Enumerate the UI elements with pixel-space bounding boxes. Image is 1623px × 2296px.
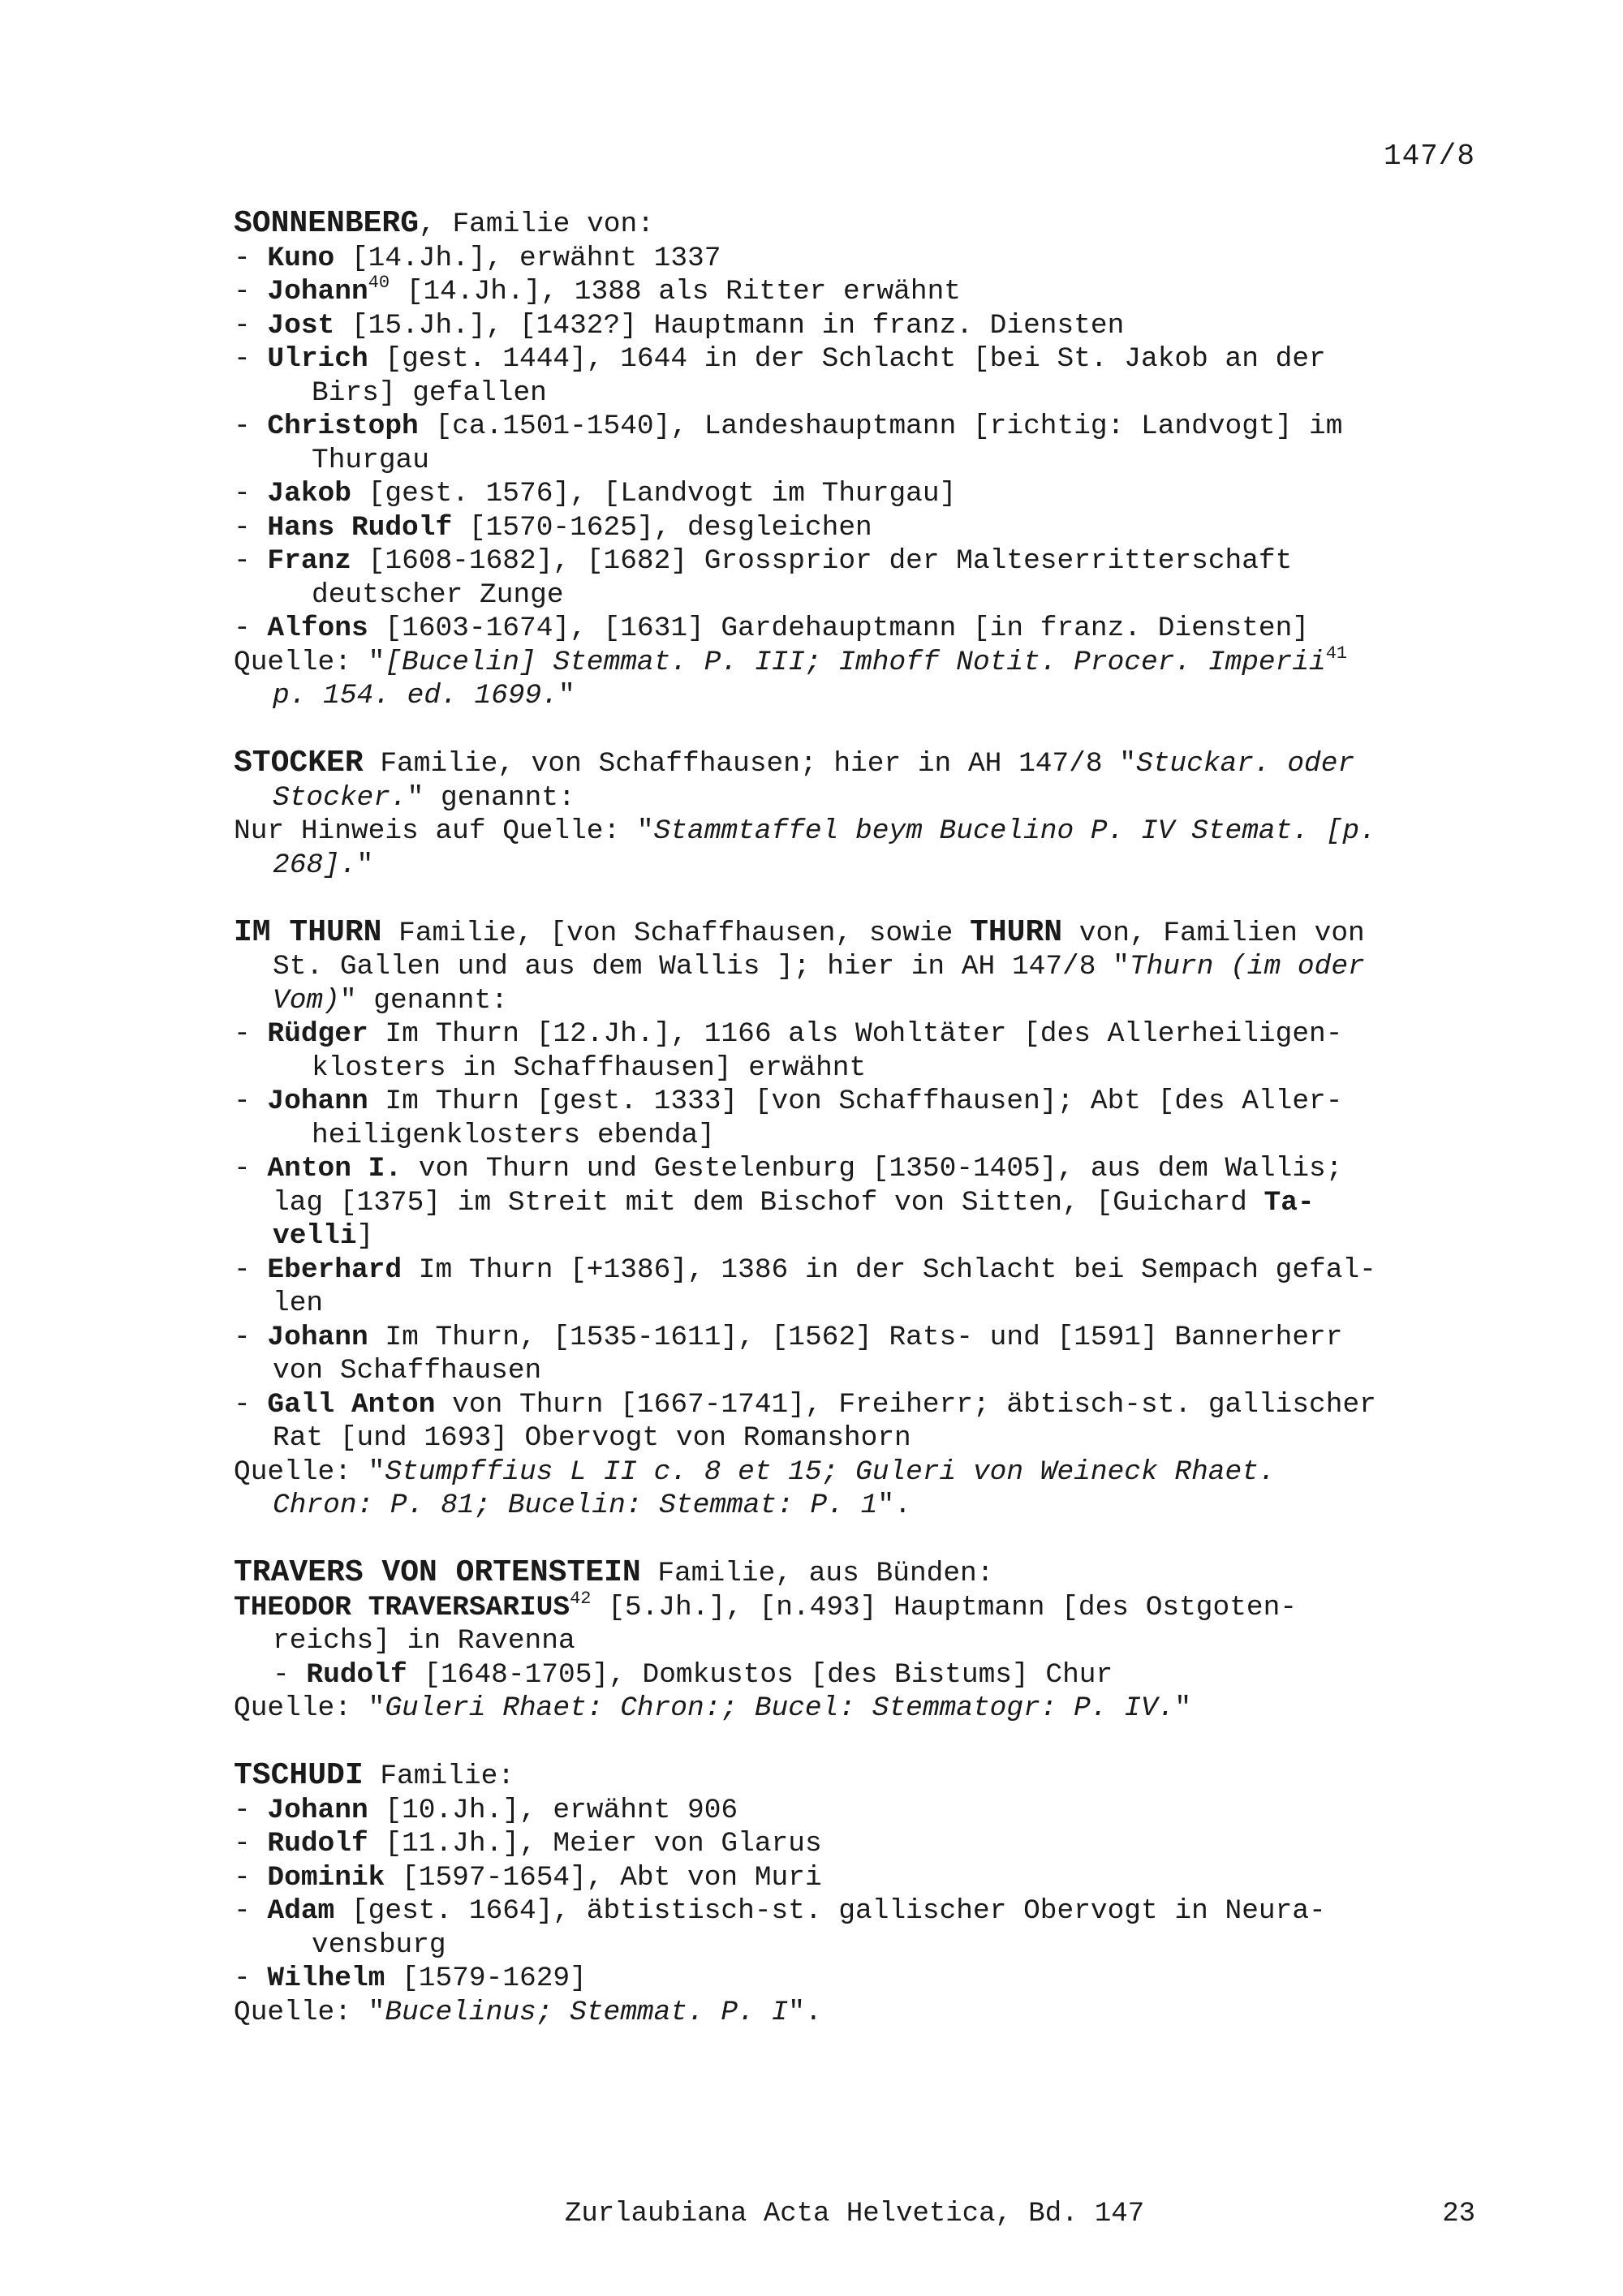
list-item: - Christoph [ca.1501-1540], Landeshauptmann [richtig: Landvogt] im xyxy=(234,411,1343,442)
source-citation: Quelle: "Guleri Rhaet: Chron:; Bucel: Stemmatogr: P. IV." xyxy=(234,1692,1192,1724)
list-item-continuation: Rat [und 1693] Obervogt von Romanshorn xyxy=(273,1422,911,1454)
entry-heading: IM THURN Familie, [von Schaffhausen, sowie THURN von, Familien von xyxy=(234,914,1365,950)
list-item: - Ulrich [gest. 1444], 1644 in der Schlacht [bei St. Jakob an der xyxy=(234,343,1326,375)
list-item: - Dominik [1597-1654], Abt von Muri xyxy=(234,1861,822,1894)
entry-im-thurn xyxy=(234,916,1500,1523)
entry-heading: SONNENBERG, Familie von: xyxy=(234,206,654,241)
entry-heading: TSCHUDI Familie: xyxy=(234,1758,514,1793)
list-item: - Jakob [gest. 1576], [Landvogt im Thurgau] xyxy=(234,478,957,510)
list-item-continuation: len xyxy=(273,1288,324,1319)
list-item-continuation: reichs] in Ravenna xyxy=(273,1625,575,1657)
list-item: - Adam [gest. 1664], äbtistisch-st. gallischer Obervogt in Neura- xyxy=(234,1895,1326,1927)
list-item: - Rudolf [1648-1705], Domkustos [des Bistums] Chur xyxy=(273,1658,1113,1691)
list-item-continuation: heiligenklosters ebenda] xyxy=(312,1119,715,1151)
footnote-ref: 42 xyxy=(570,1588,592,1609)
source-citation: Nur Hinweis auf Quelle: "Stammtaffel beym Bucelino P. IV Stemat. [p. xyxy=(234,815,1376,847)
family-name: TRAVERS VON ORTENSTEIN xyxy=(234,1555,641,1590)
source-citation-continuation: 268]." xyxy=(273,849,374,881)
list-item: - Johann$^{40}$ [14.Jh.], 1388 als Ritter erwähnt xyxy=(234,273,961,307)
footnote-ref: 40 xyxy=(368,273,390,293)
family-name: SONNENBERG xyxy=(234,206,420,241)
entry-heading-continuation: Vom)" genannt: xyxy=(273,984,508,1017)
list-item: - Wilhelm [1579-1629] xyxy=(234,1963,587,1994)
family-name: IM THURN xyxy=(234,914,382,950)
list-item: - Johann Im Thurn, [1535-1611], [1562] Rats- und [1591] Bannerherr xyxy=(234,1321,1343,1353)
list-item: - Kuno [14.Jh.], erwähnt 1337 xyxy=(234,242,721,274)
source-citation: Quelle: "Stumpffius L II c. 8 et 15; Guleri von Weineck Rhaet. xyxy=(234,1455,1276,1488)
source-citation-continuation: Chron: P. 81; Bucelin: Stemmat: P. 1". xyxy=(273,1490,911,1521)
list-item: - Eberhard Im Thurn [+1386], 1386 in der Schlacht bei Sempach gefal- xyxy=(234,1253,1376,1286)
list-item: - Rüdger Im Thurn [12.Jh.], 1166 als Wohltäter [des Allerheiligen- xyxy=(234,1018,1343,1050)
list-item: - Johann Im Thurn [gest. 1333] [von Schaffhausen]; Abt [des Aller- xyxy=(234,1086,1343,1117)
entry-tschudi xyxy=(234,1759,1500,2029)
entry-heading-continuation: St. Gallen und aus dem Wallis ]; hier in AH 147/8 "Thurn (im oder xyxy=(273,951,1365,982)
list-item-continuation: lag [1375] im Streit mit dem Bischof von Sitten, [Guichard Ta- xyxy=(273,1186,1315,1219)
entry-heading: TRAVERS VON ORTENSTEIN Familie, aus Bünden: xyxy=(234,1555,994,1590)
family-name: STOCKER xyxy=(234,746,364,780)
list-item-continuation: von Schaffhausen xyxy=(273,1355,542,1387)
list-item-continuation: vensburg xyxy=(312,1928,446,1961)
source-citation: Quelle: "[Bucelin] Stemmat. P. III; Imhoff Notit. Procer. Imperii$^{41}$ xyxy=(234,643,1348,678)
source-citation: Quelle: "Bucelinus; Stemmat. P. I". xyxy=(234,1996,822,2028)
family-name-secondary: THURN xyxy=(970,914,1063,950)
page-number: 23 xyxy=(1442,2199,1475,2229)
list-item: - Franz [1608-1682], [1682] Grossprior der Malteserritterschaft xyxy=(234,545,1293,577)
list-item-continuation: velli] xyxy=(273,1220,374,1252)
entry-heading-continuation: Stocker." genannt: xyxy=(273,781,575,814)
list-item: - Alfons [1603-1674], [1631] Gardehauptmann [in franz. Diensten] xyxy=(234,613,1310,644)
entry-sonnenberg xyxy=(234,207,1500,713)
list-item: - Jost [15.Jh.], [1432?] Hauptmann in franz. Diensten xyxy=(234,309,1125,342)
list-item: - Hans Rudolf [1570-1625], desgleichen xyxy=(234,511,872,544)
footer-title: Zurlaubiana Acta Helvetica, Bd. 147 xyxy=(565,2199,1145,2229)
document-body xyxy=(234,207,1500,2063)
list-item: - Rudolf [11.Jh.], Meier von Glarus xyxy=(234,1828,822,1860)
page-reference: 147/8 xyxy=(1383,140,1475,173)
list-item-continuation: klosters in Schaffhausen] erwähnt xyxy=(312,1051,867,1084)
list-item-continuation: Thurgau xyxy=(312,444,429,476)
entry-stocker xyxy=(234,746,1500,882)
list-item: THEODOR TRAVERSARIUS$^{42}$ [5.Jh.], [n.493] Hauptmann [des Ostgoten- xyxy=(234,1588,1298,1623)
list-item-continuation: Birs] gefallen xyxy=(312,376,547,409)
list-item: - Johann [10.Jh.], erwähnt 906 xyxy=(234,1794,738,1826)
entry-heading: STOCKER Familie, von Schaffhausen; hier in AH 147/8 "Stuckar. oder xyxy=(234,746,1355,780)
source-citation-continuation: p. 154. ed. 1699." xyxy=(273,680,575,712)
list-item: - Gall Anton von Thurn [1667-1741], Freiherr; äbtisch-st. gallischer xyxy=(234,1388,1376,1421)
entry-travers xyxy=(234,1556,1500,1726)
footnote-ref: 41 xyxy=(1325,643,1348,664)
list-item-continuation: deutscher Zunge xyxy=(312,578,564,611)
family-name: TSCHUDI xyxy=(234,1758,364,1793)
list-item: - Anton I. von Thurn und Gestelenburg [1350-1405], aus dem Wallis; xyxy=(234,1153,1343,1185)
